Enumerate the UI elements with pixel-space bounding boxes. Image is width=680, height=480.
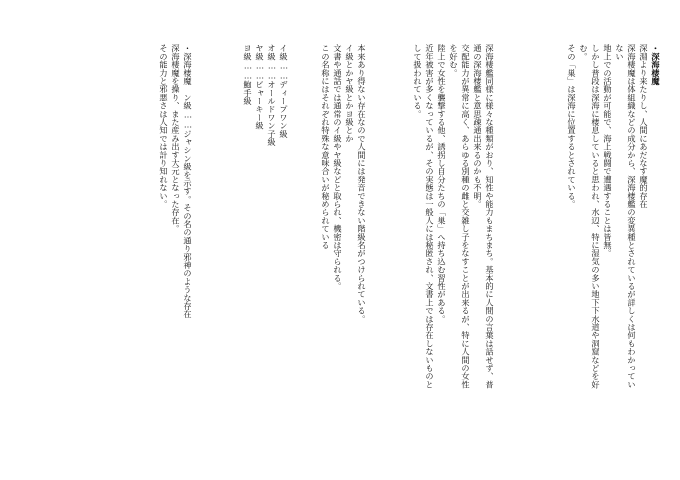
- rank-line: ヤ級……ビャーキー級: [255, 44, 265, 130]
- text-line: 文書や通話では通常のイ級やヤ級などと取られ、機密は守られる。: [333, 44, 343, 290]
- text-line: 陸上で女性を襲撃する他、誘拐し自分たちの「巣」へ持ち込む習性がある。: [437, 44, 447, 323]
- text-line: 深海棲魔は体組織などの成分から、深海棲艦の変異種とされているが詳しくは何もわかってい: [627, 44, 637, 389]
- text-line: しかし普段は深海に棲息していると思われ、水辺、特に湿気の多い地下下水道や洞窟などを好: [591, 44, 601, 389]
- rank-line: ヨ級……鮑手級: [243, 44, 253, 105]
- text-line: ・深海棲魔 ン級……ジャシン級を示す。その名の通り邪神のような存在: [183, 44, 193, 319]
- text-line: 本来あり得ない存在なので人間には発音できない階級名がつけられている。: [357, 44, 367, 323]
- section-heading: ・深海棲魔: [651, 44, 661, 85]
- text-line: を好む。: [449, 44, 459, 77]
- text-line: 深海棲魔を操り、また産み出す大元となった存在。: [171, 44, 181, 233]
- text-line: その「巣」は深海に位置するとされている。: [567, 44, 577, 208]
- text-line: 交配能力が異常に高く、あらゆる別種の雌と交雑し子をなすことが出来るが、特に人間の女性: [461, 44, 471, 389]
- text-line: して扱われている。: [413, 44, 423, 118]
- text-line: 通の深海棲艦と意思疎通出来るのかも不明。: [473, 44, 483, 208]
- text-line: む。: [579, 44, 589, 61]
- text-line: 近年被害が多くなっているが、その実態は一般人には秘匿され、文書上では存在しないものと: [425, 44, 435, 389]
- text-line: その能力と邪悪さは人知では計り知れない。: [159, 44, 169, 208]
- text-line: ない: [615, 44, 625, 61]
- text-line: 地上での活動が可能で、海上戦闘で遭遇することは皆無。: [603, 44, 613, 258]
- text-line: この名称にはそれぞれ特殊な意味合いが秘められている: [321, 44, 331, 249]
- rank-line: イ級……ディープワン級: [279, 44, 289, 138]
- rank-line: オ級……オールドワン子級: [267, 44, 277, 146]
- text-line: イ級とかヤ級とかヨ級とか: [345, 44, 355, 143]
- text-line: 深海棲艦同様に様々な種類がおり、知性や能力もまちまち。基本的に人間の言葉は話せず、普: [485, 44, 495, 389]
- text-line: 深淵より来たりし、人間にあだなす魔的存在: [639, 44, 649, 208]
